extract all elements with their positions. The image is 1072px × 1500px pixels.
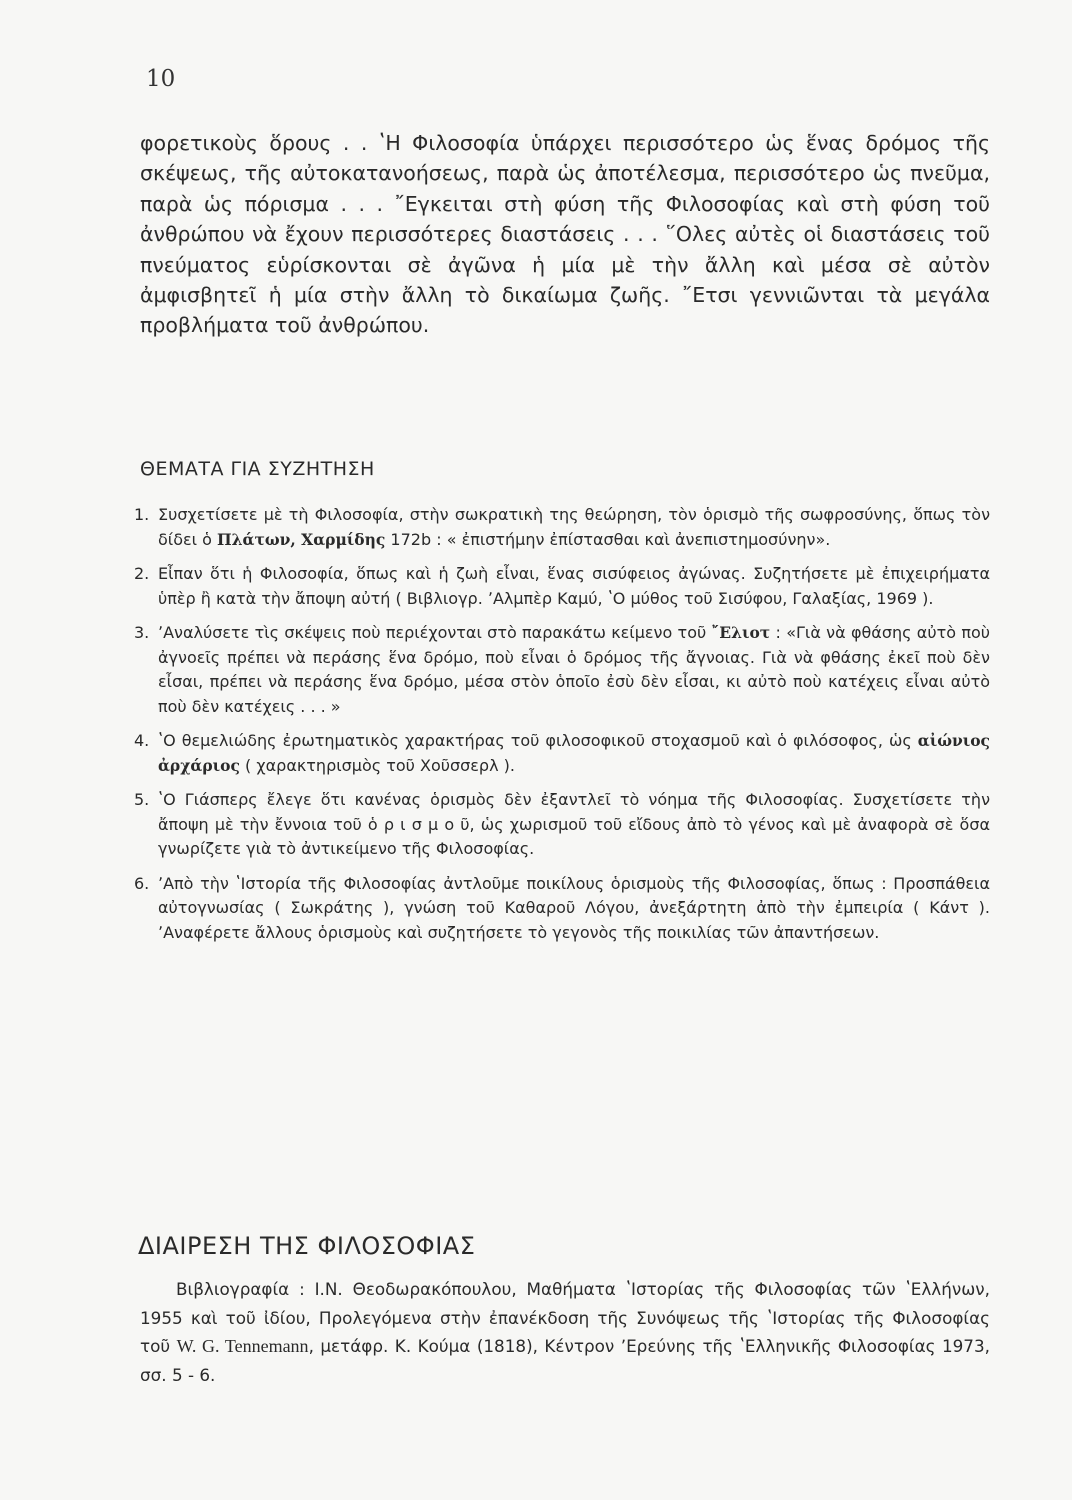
division-of-philosophy-heading: ΔΙΑΙΡΕΣΗ ΤΗΣ ΦΙΛΟΣΟΦΙΑΣ [138,1232,476,1260]
topic-item [134,788,990,862]
topic-text: Εἶπαν ὅτι ἡ Φιλοσοφία, ὅπως καὶ ἡ ζωὴ εἶναι, ἕνας σισύφειος ἀγώνας. Συζητήσετε μὲ ἐπιχειρήματα ὑπὲρ ἢ κατὰ τὴν ἄποψη αὐτή ( Βιβλιογρ. ʼΑλμπὲρ Καμύ, ʽΟ μύθος τοῦ Σισύφου, Γαλαξίας, 1969 ). [158,564,990,608]
emphasis-reference: Πλάτων, Χαρμίδης [217,529,386,549]
discussion-topics-list [134,503,990,955]
discussion-topics-heading: ΘΕΜΑΤΑ ΓΙΑ ΣΥΖΗΤΗΣΗ [140,458,375,480]
bibliography-paragraph [140,1275,990,1389]
topic-item [134,621,990,719]
latin-author-name: W. G. Tennemann [176,1336,309,1356]
topic-number: 2. [134,564,150,583]
topic-text: ʼΑπὸ τὴν ʽΙστορία τῆς Φιλοσοφίας ἀντλοῦμε ποικίλους ὁρισμοὺς τῆς Φιλοσοφίας, ὅπως : Προσπάθεια αὐτογνωσίας ( Σωκράτης ), γνώση τοῦ Καθαροῦ Λόγου, ἀνεξάρτητη ἀπὸ τὴν ἐμπειρία ( Κάντ ). ʼΑναφέρετε ἄλλους ὁρισμοὺς καὶ συζητήσετε τὸ γεγονὸς τῆς ποικιλίας τῶν ἀπαντήσεων. [158,873,990,942]
emphasis-author: ῎Ελιοτ [711,623,771,642]
page-number: 10 [146,66,176,92]
topic-number: 6. [134,873,150,893]
topic-item [134,872,990,946]
topic-number: 5. [134,790,150,809]
topic-item [134,562,990,611]
topic-item [134,503,990,552]
topic-number: 3. [134,623,150,642]
intro-paragraph [140,128,990,341]
topic-text: ʽΟ θεμελιώδης ἐρωτηματικὸς χαρακτήρας τοῦ φιλοσοφικοῦ στοχασμοῦ καὶ ὁ φιλόσοφος, ὡς αἰώνιος ἀρχάριος ( χαρακτηρισμὸς τοῦ Χοῦσσερλ ). [158,731,990,775]
topic-number: 1. [134,505,150,524]
topic-text: ʼΑναλύσετε τὶς σκέψεις ποὺ περιέχονται στὸ παρακάτω κείμενο τοῦ ῎Ελιοτ : «Γιὰ νὰ φθάσης αὐτὸ ποὺ ἀγνοεῖς πρέπει νὰ περάσης ἕνα δρόμο, ποὺ εἶναι ὁ δρόμος τῆς ἄγνοιας. Γιὰ νὰ φθάσης ἐκεῖ ποὺ δὲν εἶσαι, πρέπει νὰ περάσης ἕνα δρόμο, μέσα στὸν ὁποῖο ἐσὺ δὲν εἶσαι, κι αὐτὸ ποὺ κατέχεις εἶναι αὐτὸ ποὺ δὲν κατέχεις . . . » [158,623,990,716]
topic-text: Συσχετίσετε μὲ τὴ Φιλοσοφία, στὴν σωκρατικὴ της θεώρηση, τὸν ὁρισμὸ τῆς σωφροσύνης, ὅπως τὸν δίδει ὁ Πλάτων, Χαρμίδης 172b : « ἐπιστήμην ἐπίστασθαι καὶ ἀνεπιστημοσύνην». [158,505,990,549]
emphasis-phrase: αἰώνιος ἀρχάριος [158,731,990,775]
bibliography-text: Βιβλιογραφία : Ι.Ν. Θεοδωρακόπουλου, Μαθήματα ʽΙστορίας τῆς Φιλοσοφίας τῶν ʽΕλλήνων, 1955 καὶ τοῦ ἰδίου, Προλεγόμενα στὴν ἐπανέκδοση τῆς Συνόψεως τῆς ʽΙστορίας τῆς Φιλοσοφίας τοῦ W. G. Tennemann, μετάφρ. Κ. Κούμα (1818), Κέντρον ʼΕρεύνης τῆς ʽΕλληνικῆς Φιλοσοφίας 1973, σσ. 5 - 6. [140,1279,990,1385]
topic-number: 4. [134,731,150,750]
topic-item [134,729,990,778]
intro-text: φορετικοὺς ὅρους . . ʽΗ Φιλοσοφία ὑπάρχει περισσότερο ὡς ἕνας δρόμος τῆς σκέψεως, τῆς αὐτοκατανοήσεως, παρὰ ὡς ἀποτέλεσμα, περισσότερο ὡς πνεῦμα, παρὰ ὡς πόρισμα . . . ῎Εγκειται στὴ φύση τῆς Φιλοσοφίας καὶ στὴ φύση τοῦ ἀνθρώπου νὰ ἔχουν περισσότερες διαστάσεις . . . ῞Ολες αὐτὲς οἱ διαστάσεις τοῦ πνεύματος εὑρίσκονται σὲ ἀγῶνα ἡ μία μὲ τὴν ἄλλη καὶ μέσα σὲ αὐτὸν ἀμφισβητεῖ ἡ μία στὴν ἄλλη τὸ δικαίωμα ζωῆς. ῎Ετσι γεννιῶνται τὰ μεγάλα προβλήματα τοῦ ἀνθρώπου. [140,131,990,338]
topic-text: ʽΟ Γιάσπερς ἔλεγε ὅτι κανένας ὁρισμὸς δὲν ἐξαντλεῖ τὸ νόημα τῆς Φιλοσοφίας. Συσχετίσετε τὴν ἄποψη μὲ τὴν ἔννοια τοῦ ὁ ρ ι σ μ ο ῦ, ὡς χωρισμοῦ τοῦ εἴδους ἀπὸ τὸ γένος καὶ μὲ ἀναφορὰ σὲ ὅσα γνωρίζετε γιὰ τὸ ἀντικείμενο τῆς Φιλοσοφίας. [158,790,990,858]
